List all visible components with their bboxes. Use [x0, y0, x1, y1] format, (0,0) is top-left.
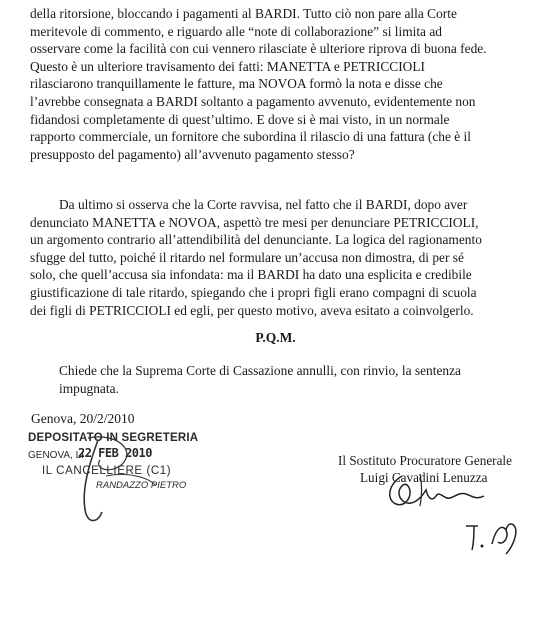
stamp-clerk-name: RANDAZZO PIETRO	[96, 480, 187, 491]
stamp-signature-scribble	[28, 432, 208, 532]
text-line: presupposto del pagamento) all’avvenuto pagamento stesso?	[30, 146, 355, 162]
filing-stamp	[28, 432, 208, 532]
text-line: l’avrebbe consegnata a BARDI soltanto a pagamento avvenuto, evidentemente non	[30, 93, 476, 109]
text-line: rilasciarono tranquillamente le fatture, ma NOVOA formò la nota e disse che	[30, 76, 443, 92]
stamp-clerk-line: IL CANCELLIERE (C1)	[42, 465, 172, 477]
text-line: rapporto commerciale, un fornitore che subordina il rilascio di una fattura (che è il	[30, 129, 471, 145]
text-line: giustificazione di tale ritardo, spiegando che i propri figli erano compagni di scuola	[30, 284, 477, 300]
stamp-city-line: GENOVA, LI	[28, 450, 84, 461]
handwritten-signature	[380, 470, 490, 518]
place-date: Genova, 20/2/2010	[31, 411, 135, 426]
pqm-heading: P.Q.M.	[255, 330, 296, 345]
text-line: dei figli di PETRICCIOLI ed egli, per questo motivo, aveva esitato a coinvolgerlo.	[30, 302, 474, 318]
text-line: impugnata.	[59, 380, 119, 396]
text-line: Chiede che la Suprema Corte di Cassazione annulli, con rinvio, la sentenza	[59, 363, 461, 378]
paragraph-da-ultimo	[30, 196, 527, 319]
paragraph-chiede	[30, 362, 527, 397]
text-line: Da ultimo si osserva che la Corte ravvisa, nel fatto che il BARDI, dopo aver	[59, 197, 468, 212]
text-line: Questo è un ulteriore travisamento dei fatti: MANETTA e PETRICCIOLI	[30, 58, 425, 74]
signatory-name: Luigi Cavadini Lenuzza	[360, 470, 488, 485]
text-line: meritevole di commento, e riguardo alle “note di collaborazione” si limita ad	[30, 23, 442, 39]
text-line: un argomento contrario all’attendibilità del denunciante. La logica del ragionamento	[30, 232, 482, 248]
text-line: solo, che quell’accusa sia infondata: ma il BARDI ha dato una esplicita e credibile	[30, 267, 472, 283]
handwritten-initials	[462, 516, 522, 556]
text-line: fidandosi completamente di quest’ultimo. E dove si è mai visto, in un normale	[30, 111, 450, 127]
signatory-title: Il Sostituto Procuratore Generale	[338, 453, 512, 468]
text-line: della ritorsione, bloccando i pagamenti al BARDI. Tutto ciò non pare alla Corte	[30, 6, 457, 21]
stamp-deposited-line: DEPOSITATO IN SEGRETERIA	[28, 432, 199, 444]
text-line: sfugge del tutto, poiché il ritardo nel formulare un’accusa non dimostra, di per sé	[30, 249, 464, 265]
text-line: osservare come la facilità con cui vennero rilasciate è ulteriore riprova di buona fede.	[30, 41, 487, 57]
text-line: denunciato MANETTA e NOVOA, aspettò tre mesi per denunciare PETRICCIOLI,	[30, 214, 479, 230]
stamp-date: 22 FEB 2010	[78, 446, 152, 460]
paragraph-ritorsione	[30, 5, 527, 163]
